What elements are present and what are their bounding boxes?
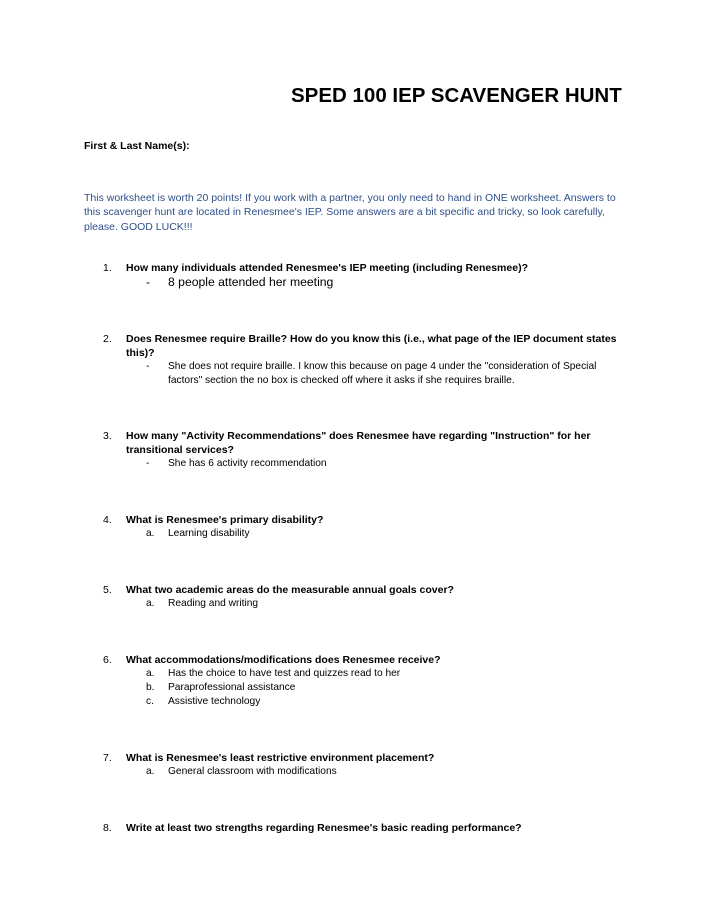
question-number: 8.	[103, 822, 112, 834]
answer-marker: -	[146, 275, 151, 289]
question-number: 7.	[103, 752, 112, 764]
answer-marker: -	[146, 361, 150, 372]
answer-text: Has the choice to have test and quizzes read to her	[168, 668, 401, 679]
answer-marker: c.	[146, 696, 154, 707]
question-text: What two academic areas do the measurable annual goals cover?	[126, 584, 454, 596]
answer-marker: a.	[146, 598, 155, 609]
answer-marker: b.	[146, 682, 155, 693]
question-text: What accommodations/modifications does Renesmee receive?	[126, 654, 441, 666]
answer-text: Reading and writing	[168, 598, 259, 609]
question-text: How many individuals attended Renesmee's IEP meeting (including Renesmee)?	[126, 262, 528, 274]
page-title: SPED 100 IEP SCAVENGER HUNT	[291, 84, 622, 107]
answer-text: Paraprofessional assistance	[168, 682, 296, 693]
answer-marker: a.	[146, 528, 155, 539]
question-number: 1.	[103, 262, 112, 274]
answer-text: Assistive technology	[168, 696, 261, 707]
question-text: How many "Activity Recommendations" does Renesmee have regarding "Instruction" for her transitional services?	[126, 430, 591, 457]
question-number: 5.	[103, 584, 112, 596]
question-number: 4.	[103, 514, 112, 526]
answer-text: She does not require braille. I know this because on page 4 under the "consideration of Special factors" section the no box is checked off where it asks if she requires braille.	[168, 361, 597, 387]
answer-marker: a.	[146, 668, 155, 679]
name-field-label: First & Last Name(s):	[84, 140, 190, 152]
question-number: 3.	[103, 430, 112, 442]
answer-text: Learning disability	[168, 528, 250, 539]
answer-text: General classroom with modifications	[168, 766, 337, 777]
answer-text: 8 people attended her meeting	[168, 275, 334, 289]
question-text: Does Renesmee require Braille? How do you know this (i.e., what page of the IEP document states this)?	[126, 333, 617, 360]
answer-marker: a.	[146, 766, 155, 777]
question-number: 2.	[103, 333, 112, 345]
answer-text: She has 6 activity recommendation	[168, 458, 327, 469]
question-text: What is Renesmee's least restrictive environment placement?	[126, 752, 435, 764]
question-text: Write at least two strengths regarding Renesmee's basic reading performance?	[126, 822, 522, 834]
question-number: 6.	[103, 654, 112, 666]
intro-paragraph: This worksheet is worth 20 points! If you work with a partner, you only need to hand in ONE worksheet. Answers to this scavenger hunt are located in Renesmee's IEP. Some answers are a bit specific and tricky, so look carefully, please. GOOD LUCK!!!	[84, 192, 616, 233]
answer-marker: -	[146, 458, 150, 469]
question-text: What is Renesmee's primary disability?	[126, 514, 324, 526]
